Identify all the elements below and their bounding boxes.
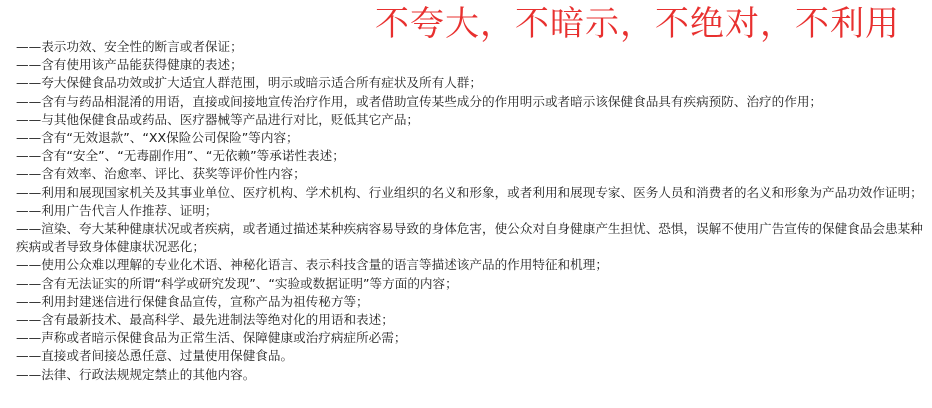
- list-item: ——含有“无效退款”、“XX保险公司保险”等内容；: [16, 130, 299, 146]
- list-item: ——声称或者暗示保健食品为正常生活、保障健康或治疗病症所必需；: [16, 330, 407, 346]
- list-item: ——渲染、夸大某种健康状况或者疾病，或者通过描述某种疾病容易导致的身体危害，使公众对自身健康产生担忧、恐惧，误解不使用广告宣传的保健食品会患某种疾病或者导致身体健康状况恶化；: [16, 221, 923, 255]
- list-item: ——使用公众难以理解的专业化术语、神秘化语言、表示科技含量的语言等描述该产品的作用特征和机理；: [16, 257, 608, 273]
- list-item: ——利用封建迷信进行保健食品宣传，宣称产品为祖传秘方等；: [16, 293, 369, 309]
- prohibited-content-list: [16, 38, 924, 384]
- list-item: ——利用和展现国家机关及其事业单位、医疗机构、学术机构、行业组织的名义和形象，或者利用和展现专家、医务人员和消费者的名义和形象为产品功效作证明；: [16, 184, 923, 200]
- list-item: ——直接或者间接怂恿任意、过量使用保健食品。: [16, 348, 294, 364]
- list-item: ——含有使用该产品能获得健康的表述；: [16, 57, 243, 73]
- list-item: ——含有最新技术、最高科学、最先进制法等绝对化的用语和表述；: [16, 312, 394, 328]
- list-item: ——含有“安全”、“无毒副作用”、“无依赖”等承诺性表述；: [16, 148, 345, 164]
- list-item: ——含有与药品相混淆的用语，直接或间接地宣传治疗作用，或者借助宣传某些成分的作用明示或者暗示该保健食品具有疾病预防、治疗的作用；: [16, 93, 822, 109]
- list-item: ——法律、行政法规规定禁止的其他内容。: [16, 366, 256, 382]
- headline: 不夸大，不暗示，不绝对，不利用: [375, 4, 900, 44]
- list-item: ——利用广告代言人作推荐、证明；: [16, 202, 218, 218]
- list-item: ——含有效率、治愈率、评比、获奖等评价性内容；: [16, 166, 306, 182]
- list-item: ——含有无法证实的所谓“科学或研究发现”、“实验或数据证明”等方面的内容；: [16, 275, 458, 291]
- list-item: ——夸大保健食品功效或扩大适宜人群范围，明示或暗示适合所有症状及所有人群；: [16, 75, 482, 91]
- list-item: ——表示功效、安全性的断言或者保证；: [16, 39, 243, 54]
- list-item: ——与其他保健食品或药品、医疗器械等产品进行对比，贬低其它产品；: [16, 111, 419, 127]
